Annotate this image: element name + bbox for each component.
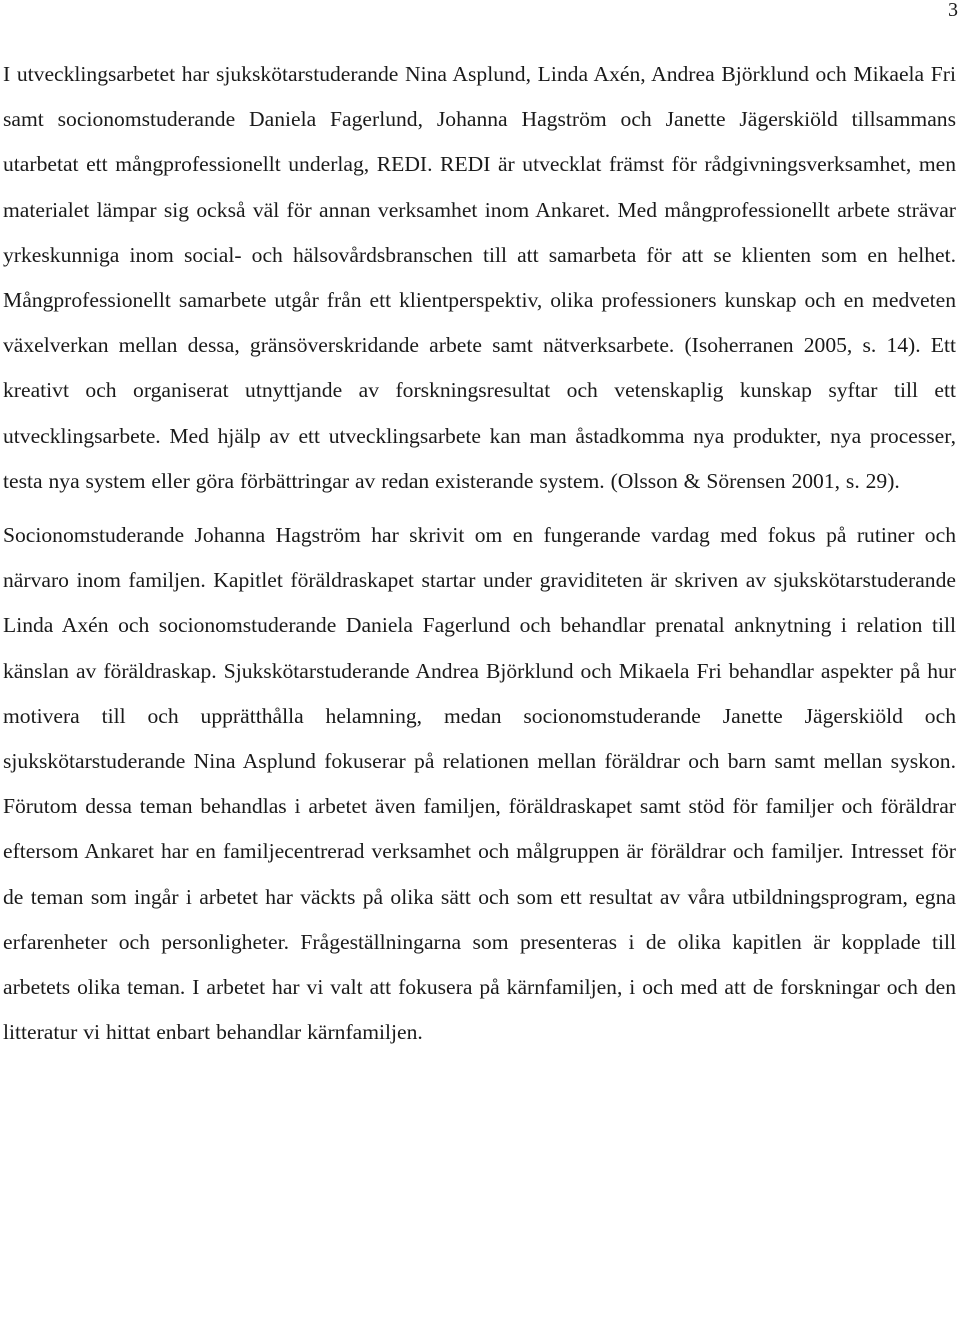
document-body	[3, 52, 956, 1055]
paragraph-intro: I utvecklingsarbetet har sjukskötarstuderande Nina Asplund, Linda Axén, Andrea Björklund och Mikaela Fri samt socionomstuderande Daniela Fagerlund, Johanna Hagström och Janette Jägerskiöld tillsammans utarbetat ett mångprofessionellt underlag, REDI. REDI är utvecklat främst för rådgivningsverksamhet, men materialet lämpar sig också väl för annan verksamhet inom Ankaret. Med mångprofessionellt arbete strävar yrkeskunniga inom social- och hälsovårdsbranschen till att samarbeta för att se klienten som en helhet. Mångprofessionellt samarbete utgår från ett klientperspektiv, olika professioners kunskap och en medveten växelverkan mellan dessa, gränsöverskridande arbete samt nätverksarbete. (Isoherranen 2005, s. 14). Ett kreativt och organiserat utnyttjande av forskningsresultat och vetenskaplig kunskap syftar till ett utvecklingsarbete. Med hjälp av ett utvecklingsarbete kan man åstadkomma nya produkter, nya processer, testa nya system eller göra förbättringar av redan existerande system. (Olsson & Sörensen 2001, s. 29).	[3, 62, 956, 493]
paragraph-chapters: Socionomstuderande Johanna Hagström har skrivit om en fungerande vardag med fokus på rutiner och närvaro inom familjen. Kapitlet föräldraskapet startar under graviditeten är skriven av sjukskötarstuderande Linda Axén och socionomstuderande Daniela Fagerlund och behandlar prenatal anknytning i relation till känslan av föräldraskap. Sjukskötarstuderande Andrea Björklund och Mikaela Fri behandlar aspekter på hur motivera till och upprätthålla helamning, medan socionomstuderande Janette Jägerskiöld och sjukskötarstuderande Nina Asplund fokuserar på relationen mellan föräldrar och barn samt mellan syskon. Förutom dessa teman behandlas i arbetet även familjen, föräldraskapet samt stöd för familjer och föräldrar eftersom Ankaret har en familjecentrerad verksamhet och målgruppen är föräldrar och familjer. Intresset för de teman som ingår i arbetet har väckts på olika sätt och som ett resultat av våra utbildningsprogram, egna erfarenheter och personligheter. Frågeställningarna som presenteras i de olika kapitlen är kopplade till arbetets olika teman. I arbetet har vi valt att fokusera på kärnfamiljen, i och med att de forskningar och den litteratur vi hittat enbart behandlar kärnfamiljen.	[3, 523, 956, 1045]
page-number: 3	[948, 0, 958, 21]
